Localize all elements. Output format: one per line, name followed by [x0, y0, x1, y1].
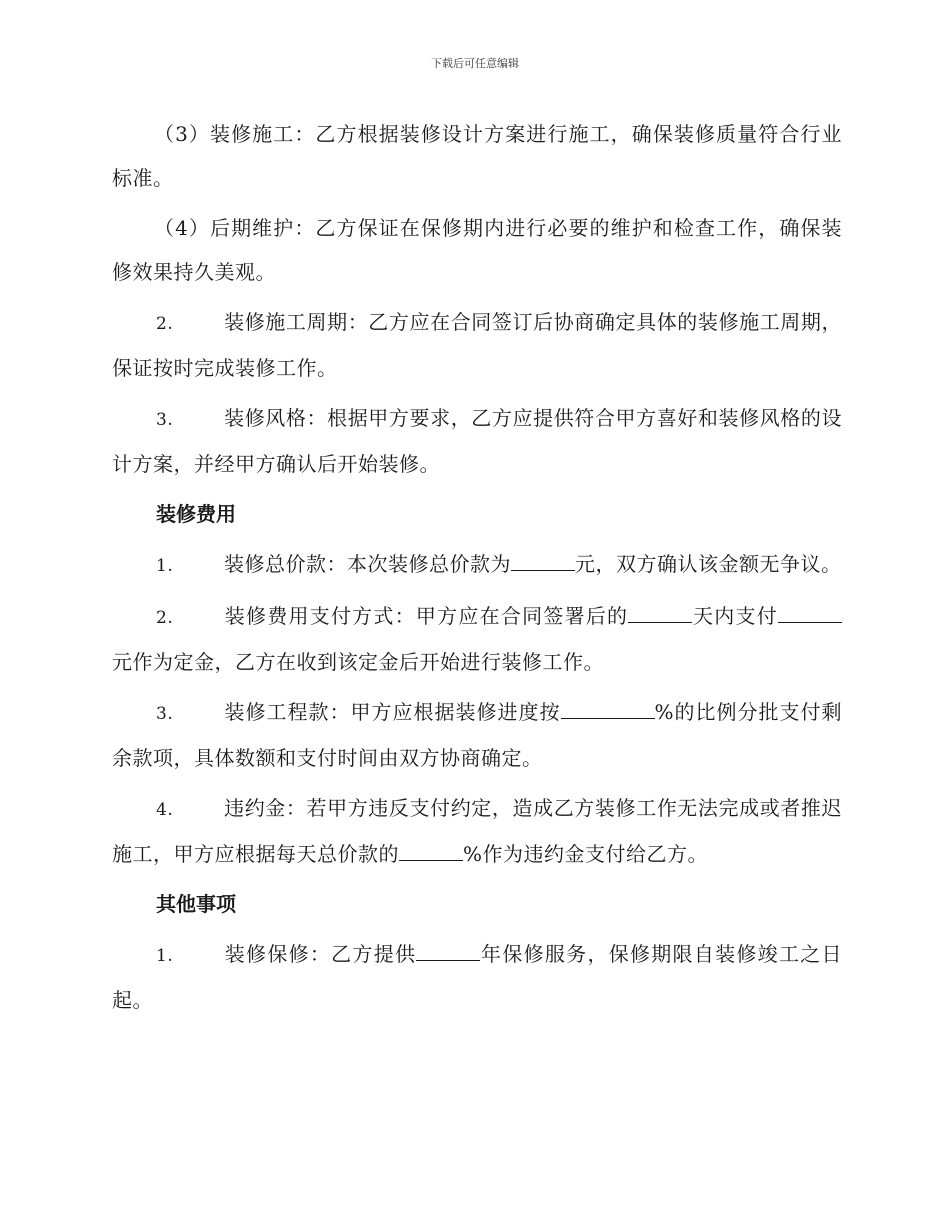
list-item: [112, 786, 842, 876]
blank-field[interactable]: [399, 840, 463, 861]
item-number: 4.: [156, 800, 174, 820]
blank-field[interactable]: [561, 698, 655, 719]
item-text: 元作为定金，乙方在收到该定金后开始进行装修工作。: [112, 650, 604, 674]
list-item: [112, 542, 842, 588]
item-number: 1.: [156, 556, 174, 576]
paragraph-maintenance: （4）后期维护：乙方保证在保修期内进行必要的维护和检查工作，确保装修效果持久美观。: [112, 216, 842, 284]
item-text: 元，双方确认该金额无争议。: [575, 552, 842, 576]
list-item: [112, 690, 842, 780]
item-text: 违约金：若甲方违反支付约定，造成乙方装修工作无法完成或者推迟施工，甲方应根据每天总价款的: [112, 796, 842, 866]
item-number: 2.: [156, 314, 174, 334]
list-item: [112, 932, 842, 1022]
item-text: 装修施工周期：乙方应在合同签订后协商确定具体的装修施工周期，保证按时完成装修工作。: [112, 310, 842, 380]
item-text: 装修保修：乙方提供: [224, 942, 417, 966]
item-number: 1.: [156, 946, 174, 966]
item-text: 装修总价款：本次装修总价款为: [224, 552, 511, 576]
item-text: 装修工程款：甲方应根据装修进度按: [224, 700, 561, 724]
item-text: 装修风格：根据甲方要求，乙方应提供符合甲方喜好和装修风格的设计方案，并经甲方确认后开始装修。: [112, 406, 842, 476]
document-body: [112, 112, 842, 1028]
item-text: %作为违约金支付给乙方。: [463, 842, 709, 866]
paragraph-construction: （3）装修施工：乙方根据装修设计方案进行施工，确保装修质量符合行业标准。: [112, 122, 842, 190]
item-number: 3.: [156, 704, 174, 724]
item-text: %的比例分批支付剩余款项，具体数额和支付时间由双方协商确定。: [112, 700, 842, 770]
item-number: 3.: [156, 410, 174, 430]
item-number: 2.: [156, 608, 174, 628]
list-item: [112, 300, 842, 390]
item-text: 装修费用支付方式：甲方应在合同签署后的: [224, 604, 629, 628]
section-heading-fee: 装修费用: [156, 502, 236, 526]
blank-field[interactable]: [416, 940, 480, 961]
section-heading-other: 其他事项: [156, 892, 236, 916]
list-item: [112, 594, 842, 684]
item-text: 天内支付: [692, 604, 779, 628]
list-item: [112, 396, 842, 486]
blank-field[interactable]: [778, 602, 842, 623]
page-header: 下载后可任意编辑: [431, 57, 519, 70]
blank-field[interactable]: [511, 550, 575, 571]
item-text: 年保修服务，保修期限自装修竣工之日起。: [112, 942, 843, 1012]
blank-field[interactable]: [628, 602, 692, 623]
